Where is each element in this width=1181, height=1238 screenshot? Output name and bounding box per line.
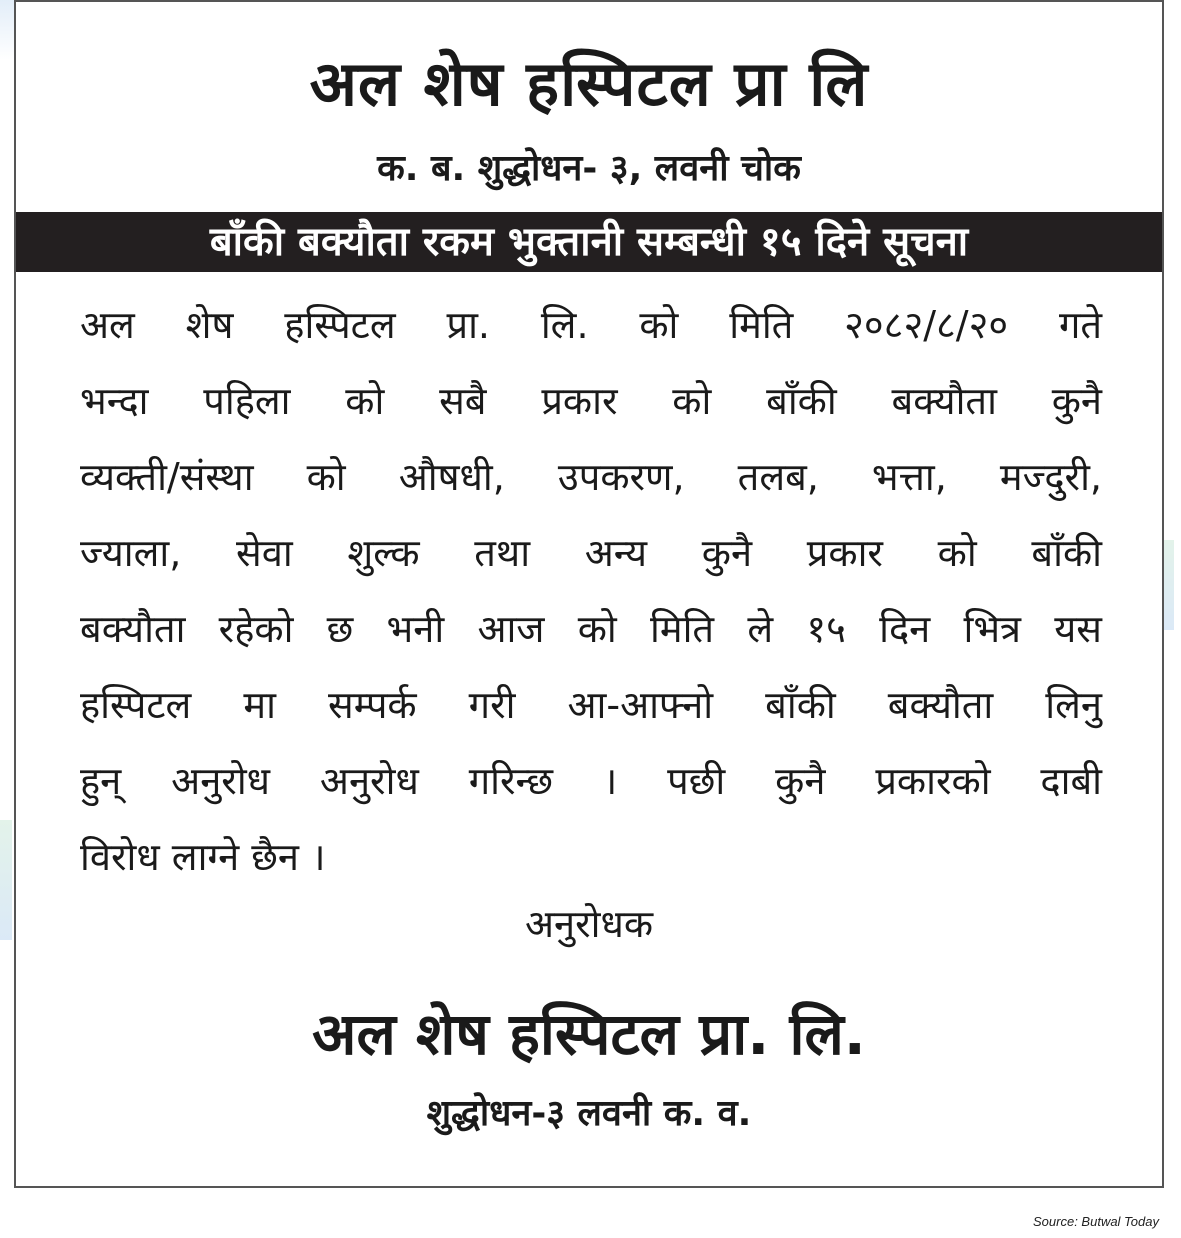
body-line: भन्दा पहिला को सबै प्रकार को बाँकी बक्यौता कुनै: [80, 379, 1102, 423]
body-line: हुन् अनुरोध अनुरोध गरिन्छ । पछी कुनै प्रकारको दाबी: [80, 759, 1102, 803]
source-credit: Source: Butwal Today: [1033, 1214, 1159, 1229]
body-line: बक्यौता रहेको छ भनी आज को मिति ले १५ दिन भित्र यस: [80, 607, 1102, 651]
body-line: विरोध लाग्ने छैन ।: [80, 835, 326, 879]
signature-name: अल शेष हस्पिटल प्रा. लि.: [312, 1000, 866, 1068]
notice-body: [80, 287, 1102, 895]
requester-label: अनुरोधक: [524, 902, 654, 946]
watermark-arrow-icon: [0, 820, 12, 940]
body-line: अल शेष हस्पिटल प्रा. लि. को मिति २०८२/८/२० गते: [80, 303, 1102, 347]
hospital-title: अल शेष हस्पिटल प्रा लि: [309, 47, 869, 120]
notice-banner: बाँकी बक्यौता रकम भुक्तानी सम्बन्धी १५ दिने सूचना: [16, 212, 1162, 272]
public-notice: [14, 0, 1164, 1188]
body-line: ज्याला, सेवा शुल्क तथा अन्य कुनै प्रकार को बाँकी: [80, 531, 1102, 575]
hospital-address: क. ब. शुद्धोधन- ३, लवनी चोक: [377, 148, 801, 189]
body-line: हस्पिटल मा सम्पर्क गरी आ-आफ्नो बाँकी बक्यौता लिनु: [80, 683, 1102, 727]
body-line: व्यक्ती/संस्था को औषधी, उपकरण, तलब, भत्ता, मज्दुरी,: [80, 455, 1102, 499]
signature-address: शुद्धोधन-३ लवनी क. व.: [426, 1093, 752, 1134]
